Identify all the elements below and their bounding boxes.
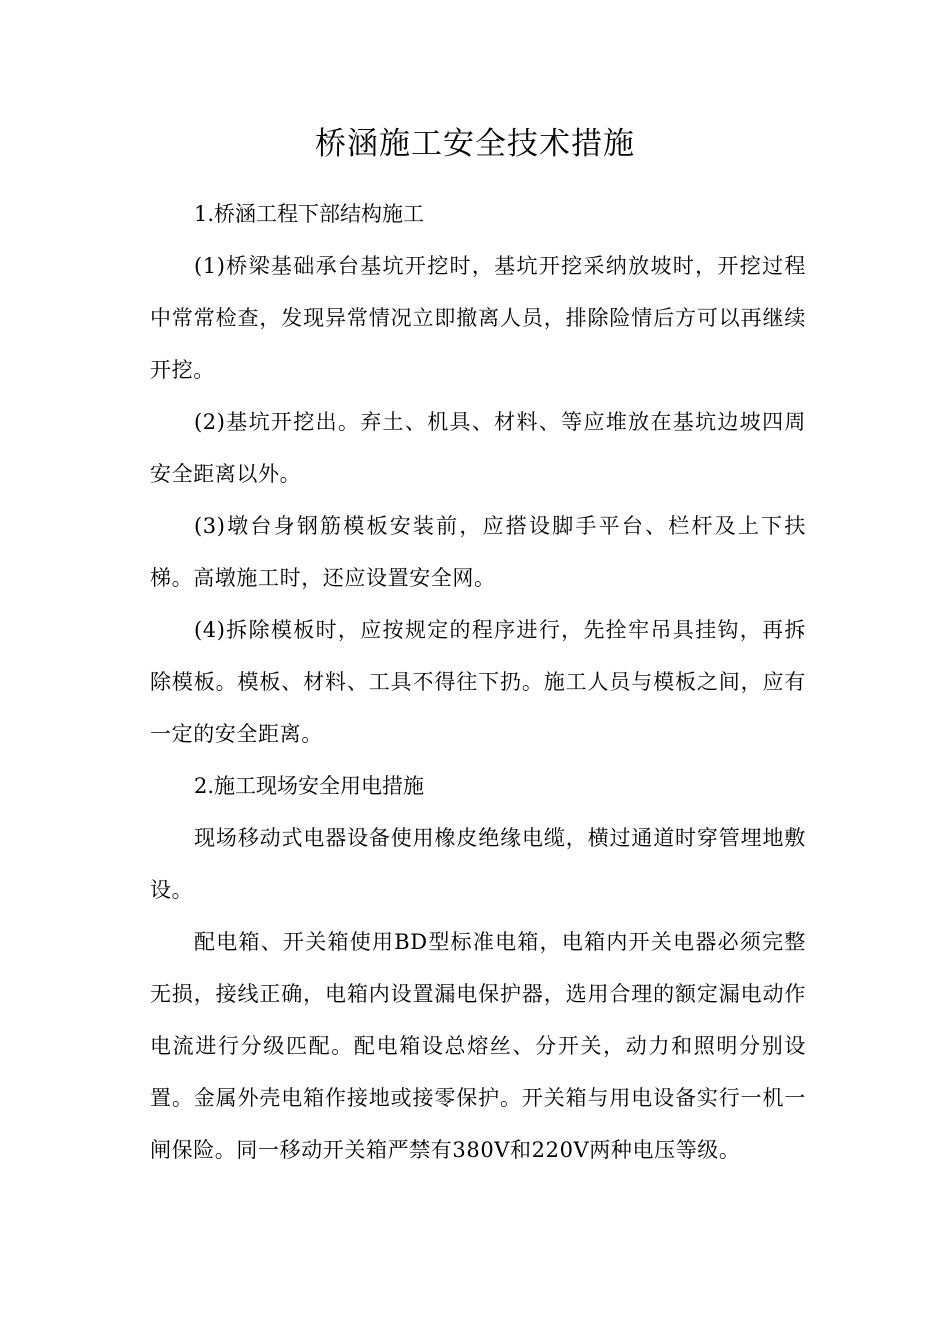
section-heading: 2.施工现场安全用电措施 bbox=[194, 774, 425, 798]
document-title: 桥涵施工安全技术措施 bbox=[315, 126, 635, 162]
paragraph: 配电箱、开关箱使用BD型标准电箱，电箱内开关电器必须完整无损，接线正确，电箱内设置漏电保护器，选用合理的额定漏电动作电流进行分级匹配。配电箱设总熔丝、分开关，动力和照明分别设置。金属外壳电箱作接地或接零保护。开关箱与用电设备实行一机一闸保险。同一移动开关箱严禁有380V和220V两种电压等级。 bbox=[150, 930, 806, 1162]
paragraph: 现场移动式电器设备使用橡皮绝缘电缆，横过通道时穿管埋地敷设。 bbox=[150, 826, 806, 902]
section-heading: 1.桥涵工程下部结构施工 bbox=[194, 202, 425, 226]
document-body bbox=[150, 188, 806, 1176]
paragraph: (2)基坑开挖出。弃土、机具、材料、等应堆放在基坑边坡四周安全距离以外。 bbox=[150, 410, 806, 486]
paragraph: (1)桥梁基础承台基坑开挖时，基坑开挖采纳放坡时，开挖过程中常常检查，发现异常情况立即撤离人员，排除险情后方可以再继续开挖。 bbox=[150, 254, 806, 382]
paragraph: (3)墩台身钢筋模板安装前，应搭设脚手平台、栏杆及上下扶梯。高墩施工时，还应设置安全网。 bbox=[150, 514, 806, 590]
paragraph: (4)拆除模板时，应按规定的程序进行，先拴牢吊具挂钩，再拆除模板。模板、材料、工具不得往下扔。施工人员与模板之间，应有一定的安全距离。 bbox=[150, 618, 806, 746]
